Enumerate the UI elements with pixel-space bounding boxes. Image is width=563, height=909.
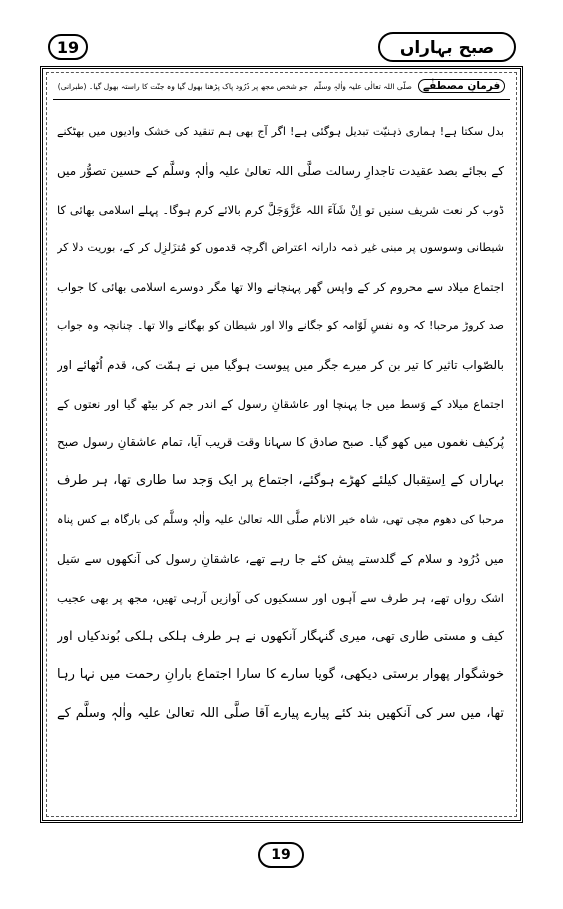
book-title: صبح بہاراں	[378, 32, 516, 62]
text-line: تھا، میں سر کی آنکھیں بند کئے پیارے پیارے آقا صلَّی اللہ تعالیٰ علیہ واٰلہٖ وسلَّم کے	[57, 705, 504, 721]
text-line: اجتماع میلاد کے وَسط میں جا پہنچا اور عاشقانِ رسول کے اندر جم کر بیٹھ گیا اور نعتوں کے	[57, 396, 504, 411]
hadith-title: فرمانِ مصطفٰے	[418, 79, 505, 93]
page-frame	[40, 66, 523, 823]
text-line: مرحبا کی دھوم مچی تھی، شاہ خیر الانام صلَّی اللہ تعالیٰ علیہ واٰلہٖ وسلَّم کی بارگاہ بے کس پناہ	[57, 512, 504, 526]
text-line: بہاراں کے اِستِقبال کیلئے کھڑے ہوگئے، اجتماع پر ایک وَجد سا طاری تھا، ہر طرف	[57, 473, 504, 489]
hadith-salutation: صلّی اللہ تعالٰی علیہ واٰلہٖ وسلّم	[313, 81, 412, 91]
footer-page-number: 19	[258, 842, 304, 868]
header-page-number: 19	[48, 34, 88, 60]
text-line: میں دُرُود و سلام کے گلدستے پیش کئے جا رہے تھے، عاشقانِ رسول کی آنکھوں سے سَیل	[57, 551, 504, 566]
text-line: پُرکیف نغموں میں کھو گیا۔ صبح صادق کا سہانا وقت قریب آیا، تمام عاشقانِ رسول صبح	[57, 435, 504, 450]
page-header	[40, 30, 522, 64]
body-text	[57, 113, 504, 734]
text-line: صد کروڑ مرحبا! کہ وہ نفسِ لَوّامہ کو جگانے والا اور شیطان کو بھگانے والا تھا۔ چنانچہ وہ جواب	[57, 318, 504, 332]
text-line: شیطانی وسوسوں پر مبنی غیر ذمہ دارانہ اعتراض اگرچہ قدموں کو مُتزَلزِل کر کے، بوریت دلا کر	[57, 241, 504, 255]
text-line: اجتماع میلاد سے محروم کر کے واپس گھر پہنچانے والا تھا مگر دوسرے اسلامی بھائی کا جواب	[57, 280, 504, 295]
text-line: کیف و مستی طاری تھی، میری گنہگار آنکھوں نے ہر طرف ہلکی ہلکی بُوندکیاں اور	[57, 628, 504, 644]
text-line: بالصّواب تاثیر کا تیر بن کر میرے جگر میں پیوست ہوگیا میں نے ہمّت کی، قدم اُٹھائے اور	[57, 357, 504, 372]
text-line: بدل سکتا ہے! ہماری ذہنیّت تبدیل ہوگئی ہے! اگر آج بھی ہم تنقید کی خشک وادیوں میں بھٹکنے	[57, 125, 504, 138]
hadith-banner	[53, 73, 510, 100]
text-line: کے بجائے بصد عقیدت تاجدارِ رسالت صلَّی اللہ تعالیٰ علیہ واٰلہٖ وسلَّم کے حسین تصوُّر میں	[57, 163, 504, 178]
text-line: خوشگوار پھوار برستی دیکھی، گویا سارے کا سارا اجتماع بارانِ رحمت میں نہا رہا	[57, 667, 504, 683]
hadith-text: جو شخص مجھ پر دُرُود پاک پڑھنا بھول گیا وہ جنّت کا راستہ بھول گیا۔ (طبرانی)	[57, 81, 308, 91]
text-line: اشک رواں تھے، ہر طرف سے آہوں اور سسکیوں کی آوازیں آرہی تھیں، مجھ پر بھی عجیب	[57, 590, 504, 605]
text-line: ڈوب کر نعت شریف سنیں تو اِنْ شَآءَ اللہ عَزَّوَجَلَّ کرم بالائے کرم ہوگا۔ پہلے اسلامی بھائی کا	[57, 202, 504, 217]
